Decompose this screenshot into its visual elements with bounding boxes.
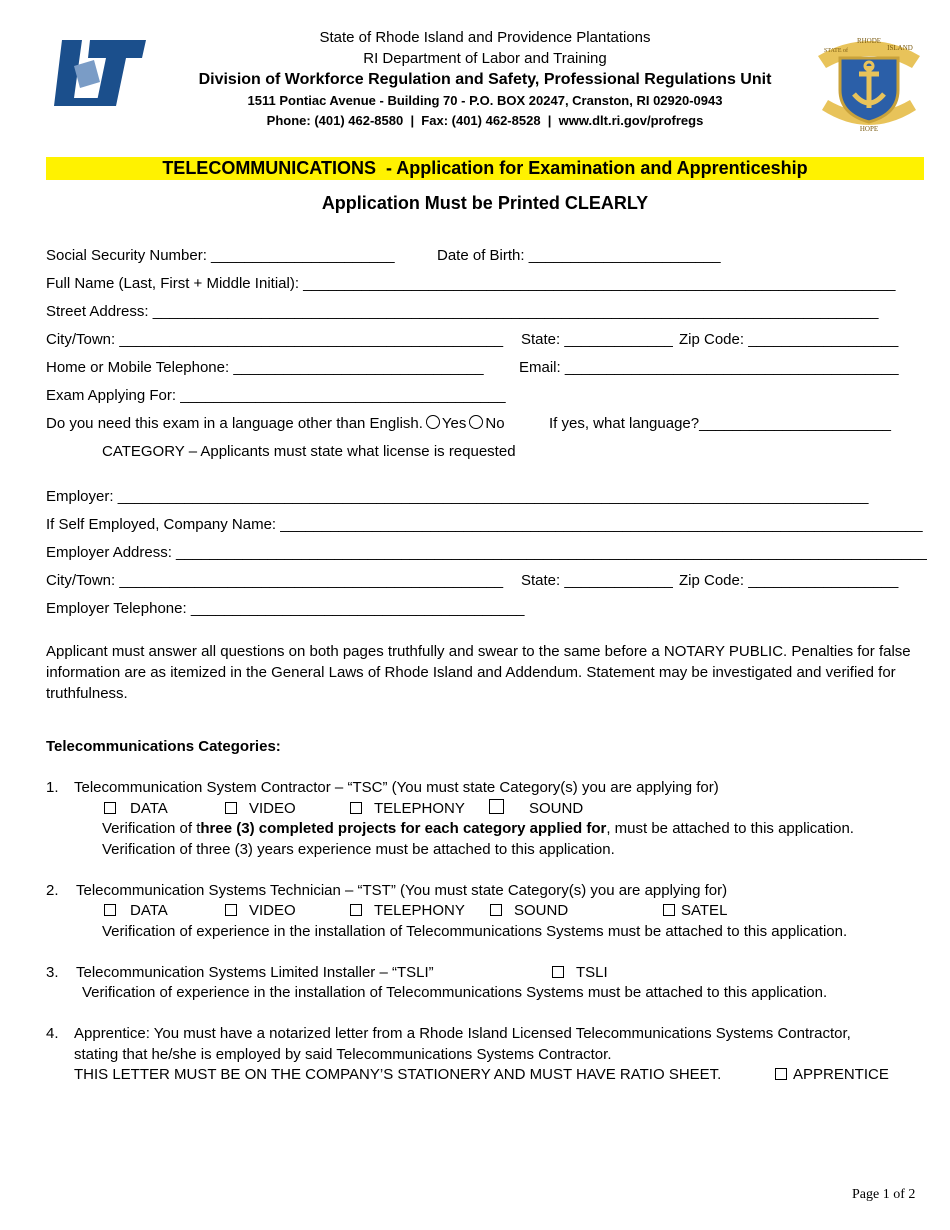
cat1-option-telephony[interactable] — [350, 800, 465, 817]
cat2-option-label: TELEPHONY — [374, 902, 465, 919]
cat2-option-label: VIDEO — [249, 902, 296, 919]
checkbox-icon[interactable] — [104, 904, 116, 916]
exam-field[interactable]: Exam Applying For: _______________________________________ — [46, 387, 506, 404]
seal-text-top: RHODE — [856, 37, 882, 45]
cat1-title: Telecommunication System Contractor – “TSC” (You must state Category(s) you are applying for) — [74, 779, 719, 796]
yes-radio[interactable] — [426, 415, 440, 429]
self-employed-field[interactable]: If Self Employed, Company Name: _____________________________________________________________________________ — [46, 516, 923, 533]
cat2-option-label: DATA — [130, 902, 168, 919]
checkbox-icon[interactable] — [225, 802, 237, 814]
notary-statement: Applicant must answer all questions on both pages truthfully and swear to the same before a NOTARY PUBLIC. Penalties for false information are as itemized in the General Laws of Rhode Island and Addendum. Statement may be investigated and verified for truthfulness. — [46, 643, 911, 702]
no-radio[interactable] — [469, 415, 483, 429]
cat1-option-label: TELEPHONY — [374, 800, 465, 817]
employer-state-field[interactable]: State: _____________ — [521, 572, 673, 589]
employer-city-field[interactable]: City/Town: ______________________________________________ — [46, 572, 504, 589]
categories-title: Telecommunications Categories: — [46, 738, 281, 755]
dob-field[interactable]: Date of Birth: _______________________ — [437, 247, 721, 264]
cat2-option-satel[interactable] — [663, 902, 727, 919]
street-field[interactable]: Street Address: _______________________________________________________________________________________ — [46, 303, 879, 320]
cat2-option-video[interactable] — [225, 902, 296, 919]
checkbox-icon[interactable] — [225, 904, 237, 916]
cat1-option-label: VIDEO — [249, 800, 296, 817]
cat2-number: 2. — [46, 882, 59, 899]
city-field[interactable]: City/Town: ______________________________________________ — [46, 331, 504, 348]
checkbox-icon[interactable] — [489, 799, 504, 814]
cat2-option-sound[interactable] — [490, 902, 568, 919]
zip-field[interactable]: Zip Code: __________________ — [679, 331, 899, 348]
cat1-option-video[interactable] — [225, 800, 296, 817]
seal-text-bottom: HOPE — [859, 125, 879, 133]
employer-phone-field[interactable]: Employer Telephone: ________________________________________ — [46, 600, 525, 617]
checkbox-icon[interactable] — [490, 904, 502, 916]
state-field[interactable]: State: _____________ — [521, 331, 673, 348]
checkbox-icon[interactable] — [350, 904, 362, 916]
cat3-title: Telecommunication Systems Limited Installer – “TSLI” — [76, 964, 434, 981]
cat4-option-apprentice[interactable] — [775, 1066, 889, 1083]
full-name-field[interactable]: Full Name (Last, First + Middle Initial): _______________________________________________________________________ — [46, 275, 896, 292]
cat3-option-label: TSLI — [576, 964, 608, 981]
checkbox-icon[interactable] — [552, 966, 564, 978]
employer-zip-field[interactable]: Zip Code: __________________ — [679, 572, 899, 589]
ri-state-seal — [812, 30, 926, 134]
cat1-option-label: DATA — [130, 800, 168, 817]
cat2-title: Telecommunication Systems Technician – “TST” (You must state Category(s) you are applying for) — [76, 882, 728, 899]
cat1-option-data[interactable] — [104, 800, 168, 817]
phone-field[interactable]: Home or Mobile Telephone: ______________________________ — [46, 359, 484, 376]
cat1-verification-years: Verification of three (3) years experience must be attached to this application. — [102, 841, 615, 858]
seal-text-left: STATE of — [823, 48, 849, 54]
title-banner: TELECOMMUNICATIONS - Application for Examination and Apprenticeship — [46, 157, 924, 180]
email-field[interactable]: Email: ________________________________________ — [519, 359, 899, 376]
page-number: Page 1 of 2 — [852, 1187, 916, 1202]
header-state: State of Rhode Island and Providence Plantations — [319, 29, 651, 46]
cat1-verif-pre: Verification of t — [102, 820, 201, 837]
header-address: 1511 Pontiac Avenue - Building 70 - P.O. BOX 20247, Cranston, RI 02920-0943 — [247, 93, 723, 108]
cat4-line1: Apprentice: You must have a notarized letter from a Rhode Island Licensed Telecommunications Systems Contractor, — [74, 1025, 851, 1042]
dlt-logo — [52, 38, 148, 108]
checkbox-icon[interactable] — [350, 802, 362, 814]
language-which-field[interactable]: If yes, what language?_______________________ — [549, 415, 891, 432]
checkbox-icon[interactable] — [663, 904, 675, 916]
ssn-field[interactable]: Social Security Number: ______________________ — [46, 247, 395, 264]
cat2-option-label: SOUND — [514, 902, 569, 919]
seal-text-right: ISLAND — [887, 44, 913, 52]
cat3-verification: Verification of experience in the installation of Telecommunications Systems must be attached to this application. — [82, 984, 828, 1001]
cat1-number: 1. — [46, 779, 59, 796]
cat3-number: 3. — [46, 964, 59, 981]
header-division: Division of Workforce Regulation and Safety, Professional Regulations Unit — [198, 71, 772, 88]
cat4-option-label: APPRENTICE — [793, 1066, 889, 1083]
cat2-option-telephony[interactable] — [350, 902, 465, 919]
cat1-option-sound[interactable] — [489, 799, 583, 817]
header-contact: Phone: (401) 462-8580 | Fax: (401) 462-8528 | www.dlt.ri.gov/profregs — [266, 113, 704, 128]
cat4-line3: THIS LETTER MUST BE ON THE COMPANY’S STATIONERY AND MUST HAVE RATIO SHEET. — [74, 1066, 722, 1083]
cat3-option-tsli[interactable] — [552, 964, 608, 981]
language-question — [46, 415, 505, 432]
category-note: CATEGORY – Applicants must state what license is requested — [102, 443, 516, 460]
employer-address-field[interactable]: Employer Address: __________________________________________________________________________________________ — [46, 544, 927, 561]
yes-label: Yes — [441, 415, 467, 432]
cat2-option-data[interactable] — [104, 902, 168, 919]
cat1-verification-projects — [102, 820, 854, 837]
checkbox-icon[interactable] — [775, 1068, 787, 1080]
cat2-verification: Verification of experience in the installation of Telecommunications Systems must be attached to this application. — [102, 923, 848, 940]
cat1-verif-bold: hree (3) completed projects for each category applied for — [200, 820, 607, 837]
cat1-verif-post: , must be attached to this application. — [606, 820, 854, 837]
cat4-line2: stating that he/she is employed by said Telecommunications Systems Contractor. — [74, 1046, 612, 1063]
checkbox-icon[interactable] — [104, 802, 116, 814]
language-question-label: Do you need this exam in a language other than English. — [46, 415, 423, 432]
employer-field[interactable]: Employer: __________________________________________________________________________________________ — [46, 488, 869, 505]
cat2-option-label: SATEL — [681, 902, 728, 919]
cat4-number: 4. — [46, 1025, 59, 1042]
subtitle: Application Must be Printed CLEARLY — [321, 193, 649, 213]
cat1-option-label: SOUND — [529, 800, 584, 817]
no-label: No — [485, 415, 505, 432]
header-dept: RI Department of Labor and Training — [363, 50, 607, 67]
